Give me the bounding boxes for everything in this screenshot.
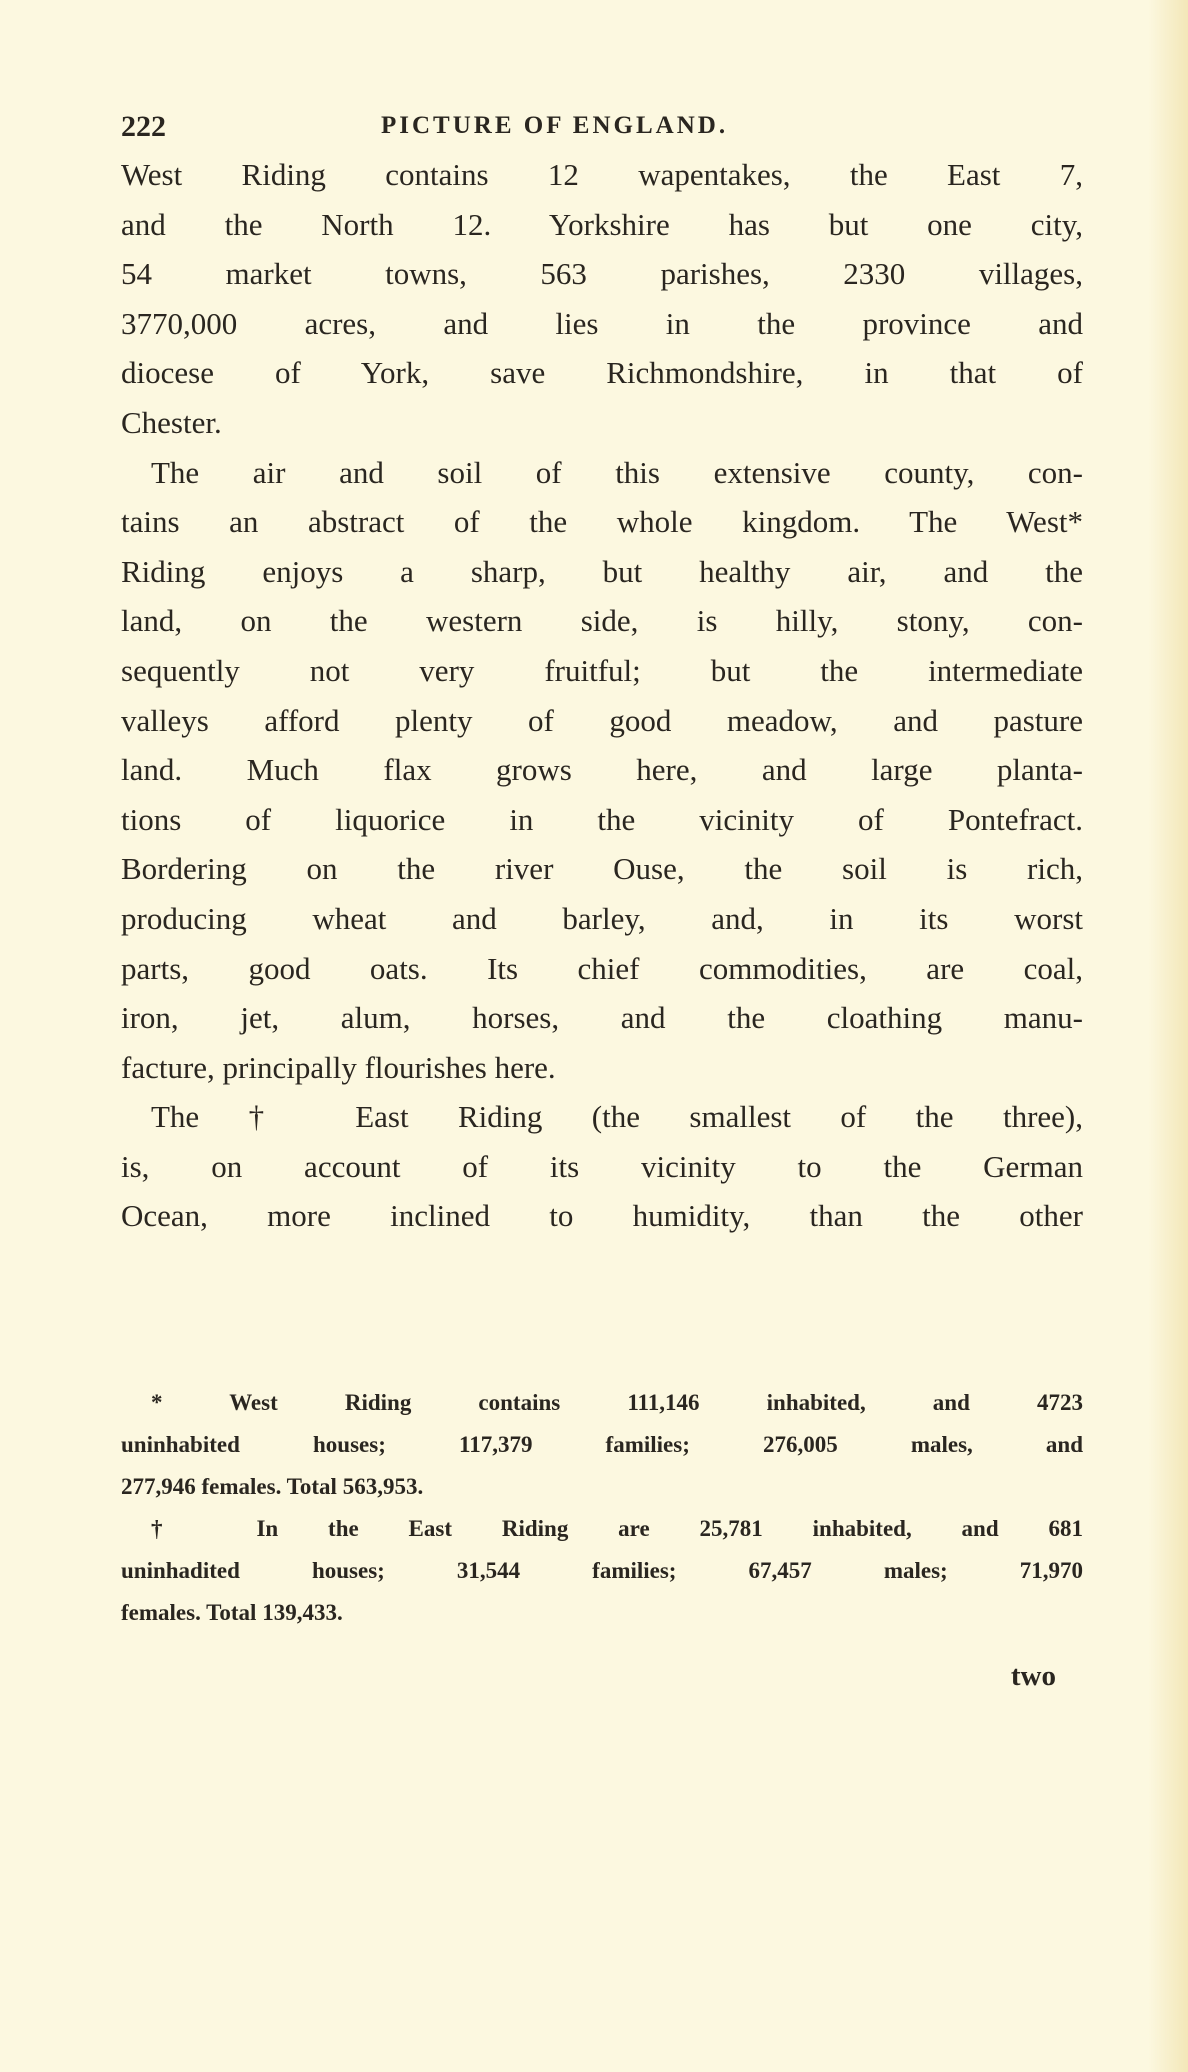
text-line: The † East Riding (the smallest of the three), <box>151 1099 1083 1135</box>
text-line: Riding enjoys a sharp, but healthy air, and the <box>121 553 1083 589</box>
page-header <box>121 110 1083 150</box>
text-line: facture, principally flourishes here. <box>121 1049 556 1085</box>
text-line: and the North 12. Yorkshire has but one city, <box>121 206 1083 242</box>
text-line: is, on account of its vicinity to the German <box>121 1148 1083 1184</box>
footnote-line: 277,946 females. Total 563,953. <box>121 1474 424 1499</box>
text-line: sequently not very fruitful; but the intermediate <box>121 652 1083 688</box>
page-number: 222 <box>121 110 166 143</box>
text-line: 54 market towns, 563 parishes, 2330 villages, <box>121 256 1083 292</box>
body-text <box>121 150 1083 1241</box>
running-title: PICTURE OF ENGLAND. <box>381 112 729 139</box>
text-line: tions of liquorice in the vicinity of Pontefract. <box>121 801 1083 837</box>
text-line: Chester. <box>121 404 222 440</box>
footnote-line: * West Riding contains 111,146 inhabited, and 4723 <box>151 1390 1083 1415</box>
text-line: valleys afford plenty of good meadow, and pasture <box>121 702 1083 738</box>
text-line: land, on the western side, is hilly, stony, con- <box>121 603 1083 639</box>
text-line: parts, good oats. Its chief commodities, are coal, <box>121 950 1083 986</box>
footnote-line: † In the East Riding are 25,781 inhabited, and 681 <box>151 1516 1083 1541</box>
text-line: 3770,000 acres, and lies in the province and <box>121 305 1083 341</box>
page-edge-shadow <box>1148 0 1188 2072</box>
text-line: diocese of York, save Richmondshire, in that of <box>121 355 1083 391</box>
catchword: two <box>1010 1660 1056 1692</box>
footnote-line: uninhadited houses; 31,544 families; 67,457 males; 71,970 <box>121 1558 1083 1583</box>
text-line: The air and soil of this extensive county, con- <box>151 454 1083 490</box>
footnote-line: females. Total 139,433. <box>121 1600 343 1625</box>
text-line: West Riding contains 12 wapentakes, the East 7, <box>121 157 1083 192</box>
text-line: producing wheat and barley, and, in its worst <box>121 900 1083 936</box>
footnotes <box>121 1382 1083 1634</box>
footnote-line: uninhabited houses; 117,379 families; 276,005 males, and <box>121 1432 1083 1457</box>
text-line: tains an abstract of the whole kingdom. The West* <box>121 504 1083 540</box>
text-line: Ocean, more inclined to humidity, than the other <box>121 1198 1083 1234</box>
text-line: land. Much flax grows here, and large planta- <box>121 752 1083 788</box>
text-line: iron, jet, alum, horses, and the cloathing manu- <box>121 1000 1083 1036</box>
text-line: Bordering on the river Ouse, the soil is rich, <box>121 851 1083 887</box>
